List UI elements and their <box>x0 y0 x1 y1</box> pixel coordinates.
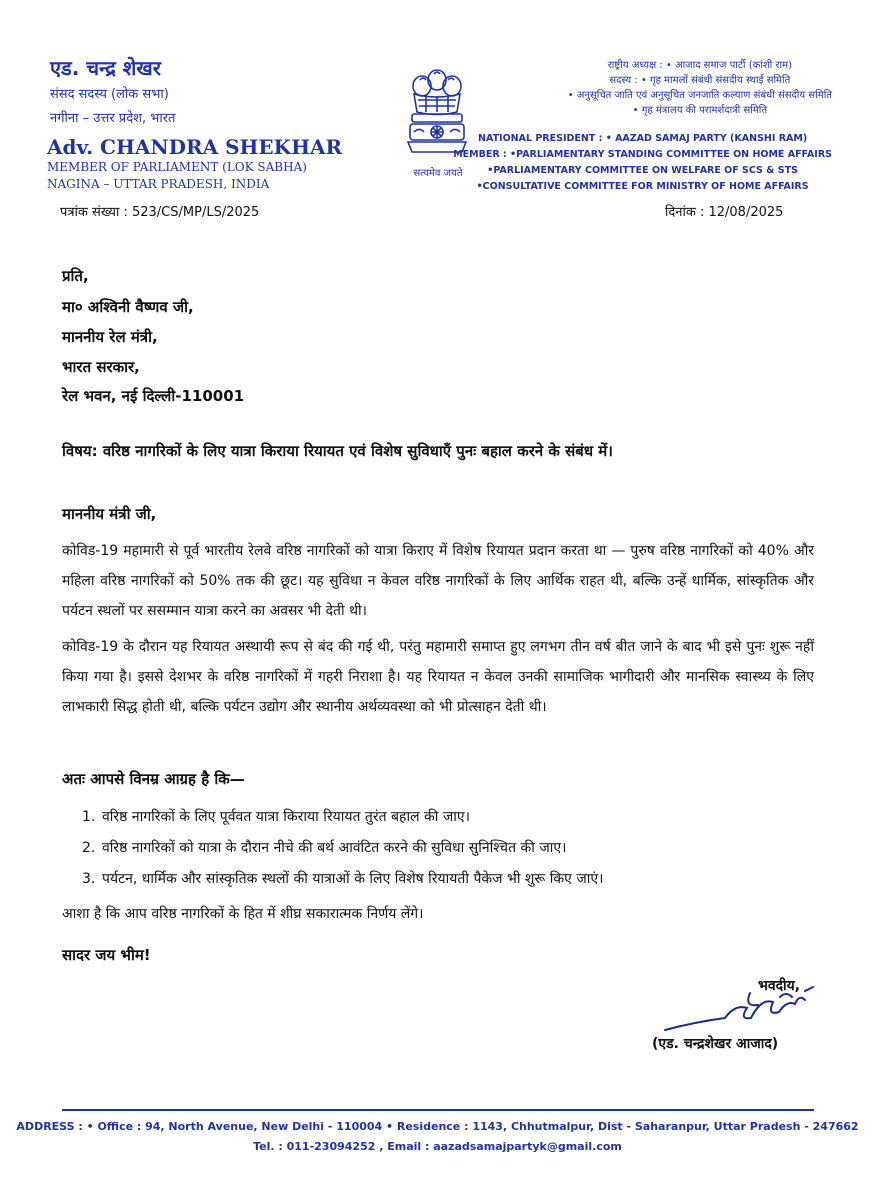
body-paragraph: कोविड-19 के दौरान यह रियायत अस्थायी रूप से बंद की गई थी, परंतु महामारी समाप्त हुए लगभग तीन वर्ष बीत जाने के बाद भी इसे पुनः शुरू नहीं किया गया है। इससे देशभर के वरिष्ठ नागरिकों में गहरी निराशा है। यह रियायत न केवल उनकी सामाजिक भागीदारी और मानसिक स्वास्थ्य के लिए लाभकारी सिद्ध होती थी, बल्कि पर्यटन उद्योग और स्थानीय अर्थव्यवस्था को भी प्रोत्साहन देती थी। <box>62 639 814 715</box>
letterhead-title-hindi: संसद सदस्य (लोक सभा) <box>50 87 169 102</box>
list-item-number: 1. <box>82 809 96 825</box>
addressee-line: रेल भवन, नई दिल्ली-110001 <box>62 387 245 405</box>
list-item-text: वरिष्ठ नागरिकों को यात्रा के दौरान नीचे की बर्थ आवंटित करने की सुविधा सुनिश्चित की जाए। <box>102 840 567 856</box>
role-hindi-line: • गृह मंत्रालय की परामर्शदात्री समिति <box>632 105 768 116</box>
greeting: सादर जय भीम! <box>62 946 151 964</box>
closing-line: आशा है कि आप वरिष्ठ नागरिकों के हित में शीघ्र सकारात्मक निर्णय लेंगे। <box>62 906 424 922</box>
list-item <box>82 838 566 857</box>
list-item <box>82 869 603 888</box>
signatory-name: (एड. चन्द्रशेखर आजाद) <box>652 1036 779 1052</box>
yours-faithfully: भवदीय, <box>758 978 801 994</box>
role-english-line: •PARLIAMENTARY COMMITTEE ON WELFARE OF SCS & STS <box>487 165 798 176</box>
list-item-text: पर्यटन, धार्मिक और सांस्कृतिक स्थलों की यात्राओं के लिए विशेष रियायती पैकेज भी शुरू किए जाएं। <box>102 871 604 887</box>
role-hindi-line: सदस्य : • गृह मामलों संबंधी संसदीय स्थाई समिति <box>609 75 791 86</box>
letterhead-title-english: MEMBER OF PARLIAMENT (LOK SABHA) <box>47 160 307 174</box>
role-english-line: NATIONAL PRESIDENT : • AAZAD SAMAJ PARTY (KANSHI RAM) <box>478 133 808 144</box>
letterhead-name-english: Adv. CHANDRA SHEKHAR <box>47 135 343 159</box>
letter-date: दिनांक : 12/08/2025 <box>665 205 784 220</box>
list-item-number: 3. <box>82 871 96 887</box>
roles-english <box>453 131 832 195</box>
role-hindi-line: • अनुसूचित जाति एवं अनुसूचित जनजाति कल्याण संबंधी संसदीय समिति <box>567 90 832 101</box>
list-item-text: वरिष्ठ नागरिकों के लिए पूर्ववत यात्रा किराया रियायत तुरंत बहाल की जाए। <box>102 809 470 825</box>
role-hindi-line: राष्ट्रीय अध्यक्ष : • आजाद समाज पार्टी (कांशी राम) <box>607 60 792 71</box>
letterhead-place-hindi: नगीना – उत्तर प्रदेश, भारत <box>50 111 176 126</box>
list-item-number: 2. <box>82 840 96 856</box>
salutation: माननीय मंत्री जी, <box>62 505 157 523</box>
footer-divider <box>62 1109 814 1111</box>
body-paragraph: कोविड-19 महामारी से पूर्व भारतीय रेलवे वरिष्ठ नागरिकों को यात्रा किराए में विशेष रियायत प्रदान करता था — पुरुष वरिष्ठ नागरिकों को 40% और महिला वरिष्ठ नागरिकों को 50% तक की छूट। यह सुविधा न केवल वरिष्ठ नागरिकों के लिए आर्थिक राहत थी, बल्कि उन्हें धार्मिक, सांस्कृतिक और पर्यटन स्थलों पर ससम्मान यात्रा करने का अवसर भी देती थी। <box>62 543 814 619</box>
roles-hindi <box>568 58 832 118</box>
addressee-line: भारत सरकार, <box>62 358 140 376</box>
role-english-line: •CONSULTATIVE COMMITTEE FOR MINISTRY OF HOME AFFAIRS <box>476 181 809 192</box>
letter-subject: विषय: वरिष्ठ नागरिकों के लिए यात्रा किराया रियायत एवं विशेष सुविधाएँ पुनः बहाल करने के संबंध में। <box>62 442 613 460</box>
reference-number: पत्रांक संख्या : 523/CS/MP/LS/2025 <box>60 205 260 220</box>
signature-icon <box>655 985 830 1040</box>
letterhead-place-english: NAGINA – UTTAR PRADESH, INDIA <box>47 177 270 191</box>
addressee-line: माननीय रेल मंत्री, <box>62 328 158 346</box>
footer-address: ADDRESS : • Office : 94, North Avenue, New Delhi - 110004 • Residence : 1143, Chhutmalpur, Dist - Saharanpur, Uttar Pradesh - 247662 <box>16 1120 859 1133</box>
addressee-line: मा० अश्विनी वैष्णव जी, <box>62 298 194 316</box>
role-english-line: MEMBER : •PARLIAMENTARY STANDING COMMITTEE ON HOME AFFAIRS <box>453 149 832 160</box>
addressee-line: प्रति, <box>62 267 89 285</box>
footer-contact: Tel. : 011-23094252 , Email : aazadsamajpartyk@gmail.com <box>253 1140 622 1153</box>
letterhead-name-hindi: एड. चन्द्र शेखर <box>50 56 161 80</box>
emblem-motto: सत्यमेव जयते <box>413 168 463 179</box>
request-intro: अतः आपसे विनम्र आग्रह है कि— <box>62 770 245 788</box>
list-item <box>82 807 470 826</box>
